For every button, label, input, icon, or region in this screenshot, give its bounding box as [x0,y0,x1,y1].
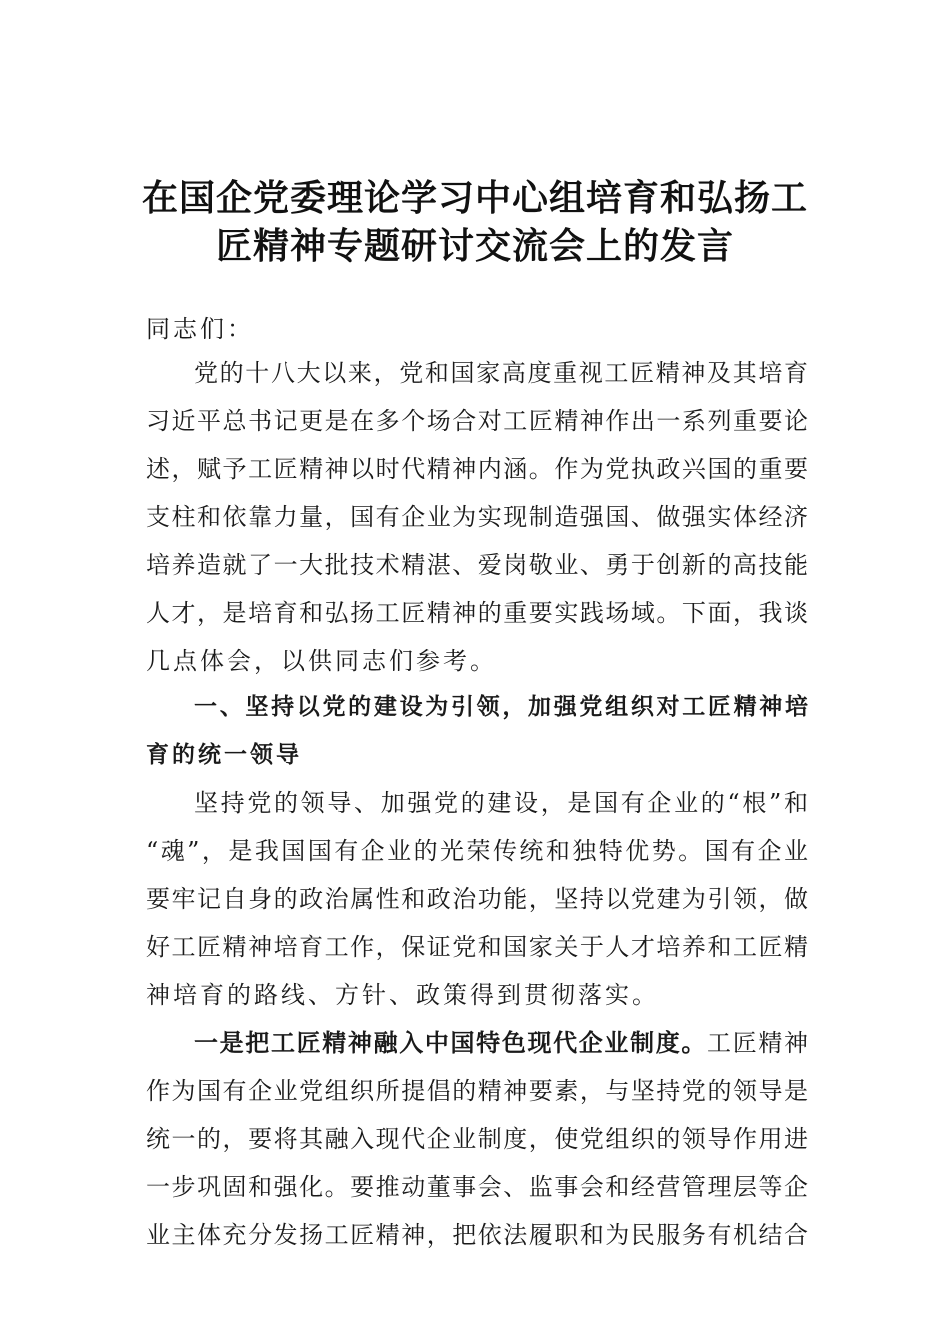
paragraph-3-first-line [194,1028,808,1058]
paragraph-3-line: 业主体充分发扬工匠精神，把依法履职和为民服务有机结合 [146,1221,808,1249]
paragraph-2-line: 好工匠精神培育工作，保证党和国家关于人才培养和工匠精 [146,933,808,961]
paragraph-2-line: 要牢记自身的政治属性和政治功能，坚持以党建为引领，做 [146,885,808,913]
section-heading-1: 育的统一领导 [146,742,302,768]
section-heading-1: 一、坚持以党的建设为引领，加强党组织对工匠精神培 [194,694,808,720]
paragraph-3-line: 统一的，要将其融入现代企业制度，使党组织的领导作用进 [146,1125,808,1153]
document-title-line-1: 在国企党委理论学习中心组培育和弘扬工 [141,178,808,219]
paragraph-1-line: 习近平总书记更是在多个场合对工匠精神作出一系列重要论 [146,407,808,435]
paragraph-2-line: 神培育的路线、方针、政策得到贯彻落实。 [146,981,659,1009]
document-title-line-2: 匠精神专题研讨交流会上的发言 [215,226,734,267]
paragraph-2-line: 坚持党的领导、加强党的建设，是国有企业的“根”和 [194,789,808,817]
paragraph-3-lead: 一是把工匠精神融入中国特色现代企业制度。 [194,1029,708,1057]
paragraph-1-line: 人才，是培育和弘扬工匠精神的重要实践场域。下面，我谈 [146,599,808,627]
salutation: 同志们： [146,315,254,343]
paragraph-3-line: 一步巩固和强化。要推动董事会、监事会和经营管理层等企 [146,1173,808,1201]
paragraph-1-line: 述，赋予工匠精神以时代精神内涵。作为党执政兴国的重要 [146,455,808,483]
paragraph-2-line: “魂”，是我国国有企业的光荣传统和独特优势。国有企业 [146,837,808,865]
paragraph-3-first-rest: 工匠精神 [707,1029,809,1057]
paragraph-1-line: 培养造就了一大批技术精湛、爱岗敬业、勇于创新的高技能 [146,551,808,579]
paragraph-1-line: 几点体会，以供同志们参考。 [146,647,497,675]
paragraph-1-line: 党的十八大以来，党和国家高度重视工匠精神及其培育 [194,359,808,387]
paragraph-1-line: 支柱和依靠力量，国有企业为实现制造强国、做强实体经济 [146,503,808,531]
paragraph-3-line: 作为国有企业党组织所提倡的精神要素，与坚持党的领导是 [146,1077,808,1105]
